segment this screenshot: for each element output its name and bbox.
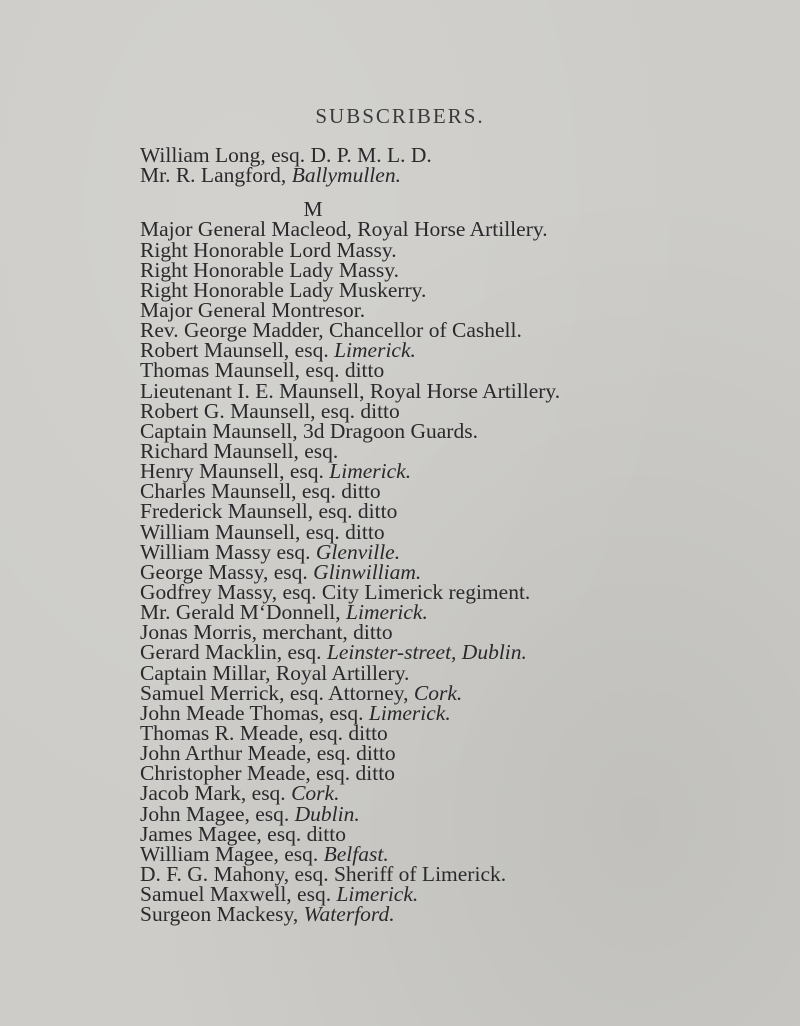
subscriber-name: William Magee, esq. (140, 841, 324, 866)
subscriber-name: Rev. George Madder, Chancellor of Cashell. (140, 318, 522, 343)
subscriber-place: Limerick. (336, 882, 419, 907)
subscriber-name: John Magee, esq. (140, 801, 295, 826)
subscriber-list (140, 143, 790, 927)
subscriber-name: D. F. G. Mahony, esq. Sheriff of Limerick. (140, 861, 507, 886)
subscriber-place: Belfast. (323, 841, 389, 866)
subscriber-entry (140, 459, 790, 484)
subscriber-name: Gerard Macklin, esq. (140, 640, 327, 665)
subscriber-name: Mr. Gerald M‘Donnell, (140, 600, 347, 625)
subscriber-entry (140, 539, 790, 564)
subscriber-entry (140, 358, 790, 383)
subscriber-name: William Maunsell, esq. ditto (140, 519, 385, 544)
subscriber-entry (140, 217, 790, 242)
subscriber-entry: Mr. R. Langford, Ballymullen. (140, 163, 401, 188)
subscriber-name: Thomas R. Meade, esq. ditto (140, 720, 388, 745)
subscriber-entry (140, 237, 790, 262)
subscriber-entry (140, 398, 790, 423)
subscriber-entry (140, 600, 790, 625)
subscriber-name: Christopher Meade, esq. ditto (140, 761, 395, 786)
subscriber-entry (140, 338, 790, 363)
subscriber-name: Charles Maunsell, esq. ditto (140, 479, 381, 504)
subscriber-entry (140, 801, 790, 826)
subscriber-entry (140, 277, 790, 302)
subscriber-entry (140, 841, 790, 866)
subscriber-name: Frederick Maunsell, esq. ditto (140, 499, 398, 524)
subscriber-entry (140, 297, 790, 322)
subscriber-name: William Massy esq. (140, 539, 316, 564)
subscriber-entry (140, 882, 790, 907)
subscriber-place: Glinwilliam. (313, 559, 422, 584)
subscriber-entry: William Long, esq. D. P. M. L. D. (140, 143, 432, 167)
subscriber-entry (140, 318, 790, 343)
subscriber-place: Limerick. (334, 338, 416, 363)
subscriber-entry (140, 781, 790, 806)
section-m-entries (140, 217, 790, 927)
subscriber-entry (140, 519, 790, 544)
subscriber-entry (140, 660, 790, 685)
subscriber-entry (140, 438, 790, 463)
subscriber-name: Jacob Mark, esq. (140, 781, 292, 806)
subscriber-name: Robert G. Maunsell, esq. ditto (140, 398, 400, 423)
subscriber-entry (140, 257, 790, 282)
subscriber-entry (140, 418, 790, 443)
subscriber-name: Surgeon Mackesy, (140, 902, 304, 927)
subscriber-entry (140, 761, 790, 786)
subscriber-place: Waterford. (303, 902, 395, 927)
subscriber-name: Richard Maunsell, esq. (140, 438, 339, 463)
subscriber-place: Limerick. (368, 700, 451, 725)
subscriber-name: Thomas Maunsell, esq. ditto (140, 358, 385, 383)
subscriber-name: Right Honorable Lady Massy. (140, 257, 399, 282)
subscriber-name: Right Honorable Lord Massy. (140, 237, 397, 262)
subscriber-entry (140, 499, 790, 524)
subscriber-entry (140, 579, 790, 604)
running-head: SUBSCRIBERS. (315, 104, 485, 128)
subscriber-place: Limerick. (346, 600, 428, 625)
section-letter-heading: M (303, 197, 323, 222)
subscriber-entry (140, 559, 790, 584)
subscriber-entry (140, 902, 790, 927)
subscriber-place: Leinster-street, Dublin. (326, 640, 527, 665)
subscriber-place: Cork. (291, 781, 340, 806)
subscriber-name: Jonas Morris, merchant, ditto (140, 620, 393, 645)
subscriber-entry (140, 378, 790, 403)
subscriber-name: Lieutenant I. E. Maunsell, Royal Horse Artillery. (140, 378, 561, 403)
subscriber-place: Cork. (413, 680, 463, 705)
subscriber-entry (140, 741, 790, 766)
subscriber-name: Samuel Maxwell, esq. (140, 882, 337, 907)
subscriber-name: Captain Maunsell, 3d Dragoon Guards. (140, 418, 478, 443)
subscriber-entry (140, 620, 790, 645)
subscriber-name: James Magee, esq. ditto (140, 821, 346, 846)
subscriber-name: Robert Maunsell, esq. (140, 338, 335, 363)
subscriber-name: Godfrey Massy, esq. City Limerick regiment. (140, 579, 531, 604)
subscriber-name: Samuel Merrick, esq. Attorney, (140, 680, 414, 705)
subscriber-entry (140, 861, 790, 886)
subscriber-name: Right Honorable Lady Muskerry. (140, 277, 427, 302)
subscriber-entry (140, 640, 790, 665)
subscriber-place: Dublin. (294, 801, 360, 826)
subscriber-name: Major General Montresor. (140, 297, 366, 322)
subscriber-name: John Arthur Meade, esq. ditto (140, 741, 396, 766)
subscriber-entry (140, 720, 790, 745)
subscriber-name: John Meade Thomas, esq. (140, 700, 369, 725)
subscriber-name: Henry Maunsell, esq. (140, 459, 330, 484)
subscriber-place: Glenville. (315, 539, 401, 564)
subscriber-name: Major General Macleod, Royal Horse Artillery. (140, 217, 548, 242)
subscriber-place: Limerick. (329, 459, 412, 484)
subscriber-entry (140, 680, 790, 705)
subscriber-name: Captain Millar, Royal Artillery. (140, 660, 410, 685)
subscriber-name: George Massy, esq. (140, 559, 314, 584)
subscriber-entry (140, 821, 790, 846)
subscriber-entry (140, 700, 790, 725)
subscriber-entry (140, 479, 790, 504)
